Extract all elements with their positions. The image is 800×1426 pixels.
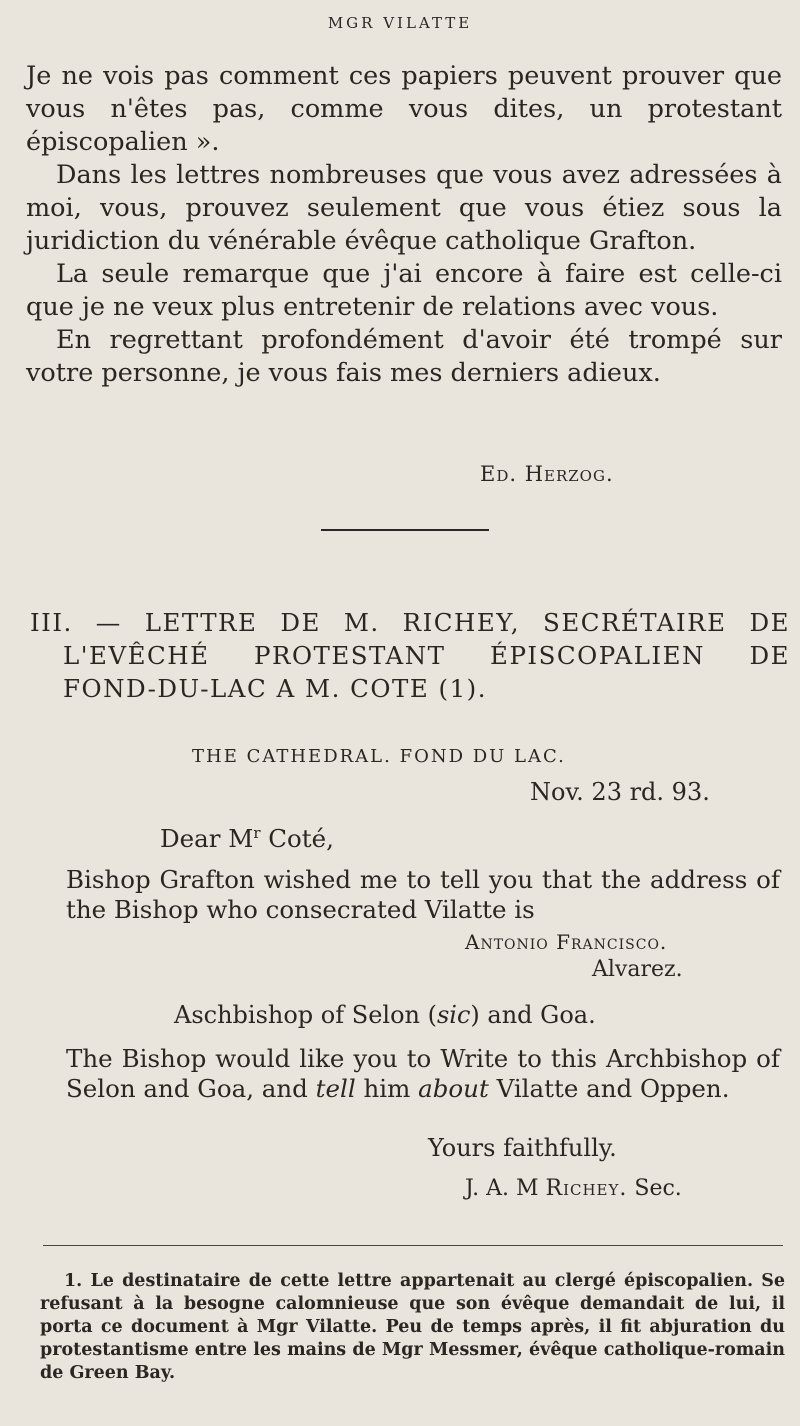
letter-place: THE CATHEDRAL. FOND DU LAC. <box>192 746 566 767</box>
body-text: him <box>355 1074 419 1103</box>
letter-signature <box>465 1176 682 1201</box>
paragraph: Je ne vois pas comment ces papiers peuvent prouver que vous n'êtes pas, comme vous dites, un protestant épiscopalien ». <box>26 61 782 157</box>
letter-body-paragraph: Bishop Grafton wished me to tell you that the address of the Bishop who consecrated Vilatte is <box>66 865 780 924</box>
letter-excerpt <box>26 60 782 390</box>
body-text: The Bishop would like you to Write to this Archbishop of Selon and Goa, and <box>66 1044 780 1103</box>
sic-mark: sic <box>436 1001 471 1029</box>
letter-closing: Yours faithfully. <box>428 1134 617 1162</box>
paragraph: En regrettant profondément d'avoir été trompé sur votre personne, je vous fais mes derniers adieux. <box>26 325 782 388</box>
salutation-name: Coté, <box>260 824 334 854</box>
signature-initials: J. A. M <box>465 1176 546 1201</box>
salutation <box>160 824 334 853</box>
letter-date: Nov. 23 rd. 93. <box>530 778 710 806</box>
paragraph: La seule remarque que j'ai encore à faire est celle-ci que je ne veux plus entretenir de relations avec vous. <box>26 259 782 322</box>
archbishop-text: Aschbishop of Selon ( <box>174 1001 437 1029</box>
emphasis-tell: tell <box>315 1074 356 1103</box>
salutation-text: Dear M <box>160 824 254 854</box>
section-divider <box>321 529 489 531</box>
body-text: Vilatte and Oppen. <box>488 1074 730 1103</box>
running-head: MGR VILATTE <box>327 14 473 32</box>
emphasis-about: about <box>418 1074 489 1103</box>
paragraph: Dans les lettres nombreuses que vous avez adressées à moi, vous, prouvez seulement que vous étiez sous la juridiction du vénérable évêque catholique Grafton. <box>26 160 782 256</box>
address-line: Alvarez. <box>592 957 683 982</box>
footnote-rule <box>43 1245 783 1246</box>
heading-line: FOND-DU-LAC A M. COTE (1). <box>63 674 488 703</box>
section-heading <box>30 606 790 705</box>
footnote: 1. Le destinataire de cette lettre appartenait au clergé épiscopalien. Se refusant à la besogne calomnieuse que son évêque demandait de lui, il porta ce document à Mgr Vilatte. Peu de temps après, il fit abjuration du protestantisme entre les mains de Mgr Messmer, évêque catholique-romain de Green Bay. <box>40 1271 785 1383</box>
signature-name: Richey. <box>545 1176 628 1201</box>
letter-body-paragraph <box>66 1044 780 1104</box>
herzog-signature: Ed. Herzog. <box>480 462 614 486</box>
archbishop-text-end: ) and Goa. <box>470 1001 596 1029</box>
address-line: Antonio Francisco. <box>465 930 668 954</box>
signature-title: Sec. <box>627 1176 682 1201</box>
heading-line: L'EVÊCHÉ PROTESTANT ÉPISCOPALIEN DE <box>63 641 790 670</box>
heading-line: III. — LETTRE DE M. RICHEY, SECRÉTAIRE DE <box>30 608 790 637</box>
archbishop-line <box>174 1001 596 1029</box>
salutation-superscript: r <box>253 824 261 842</box>
